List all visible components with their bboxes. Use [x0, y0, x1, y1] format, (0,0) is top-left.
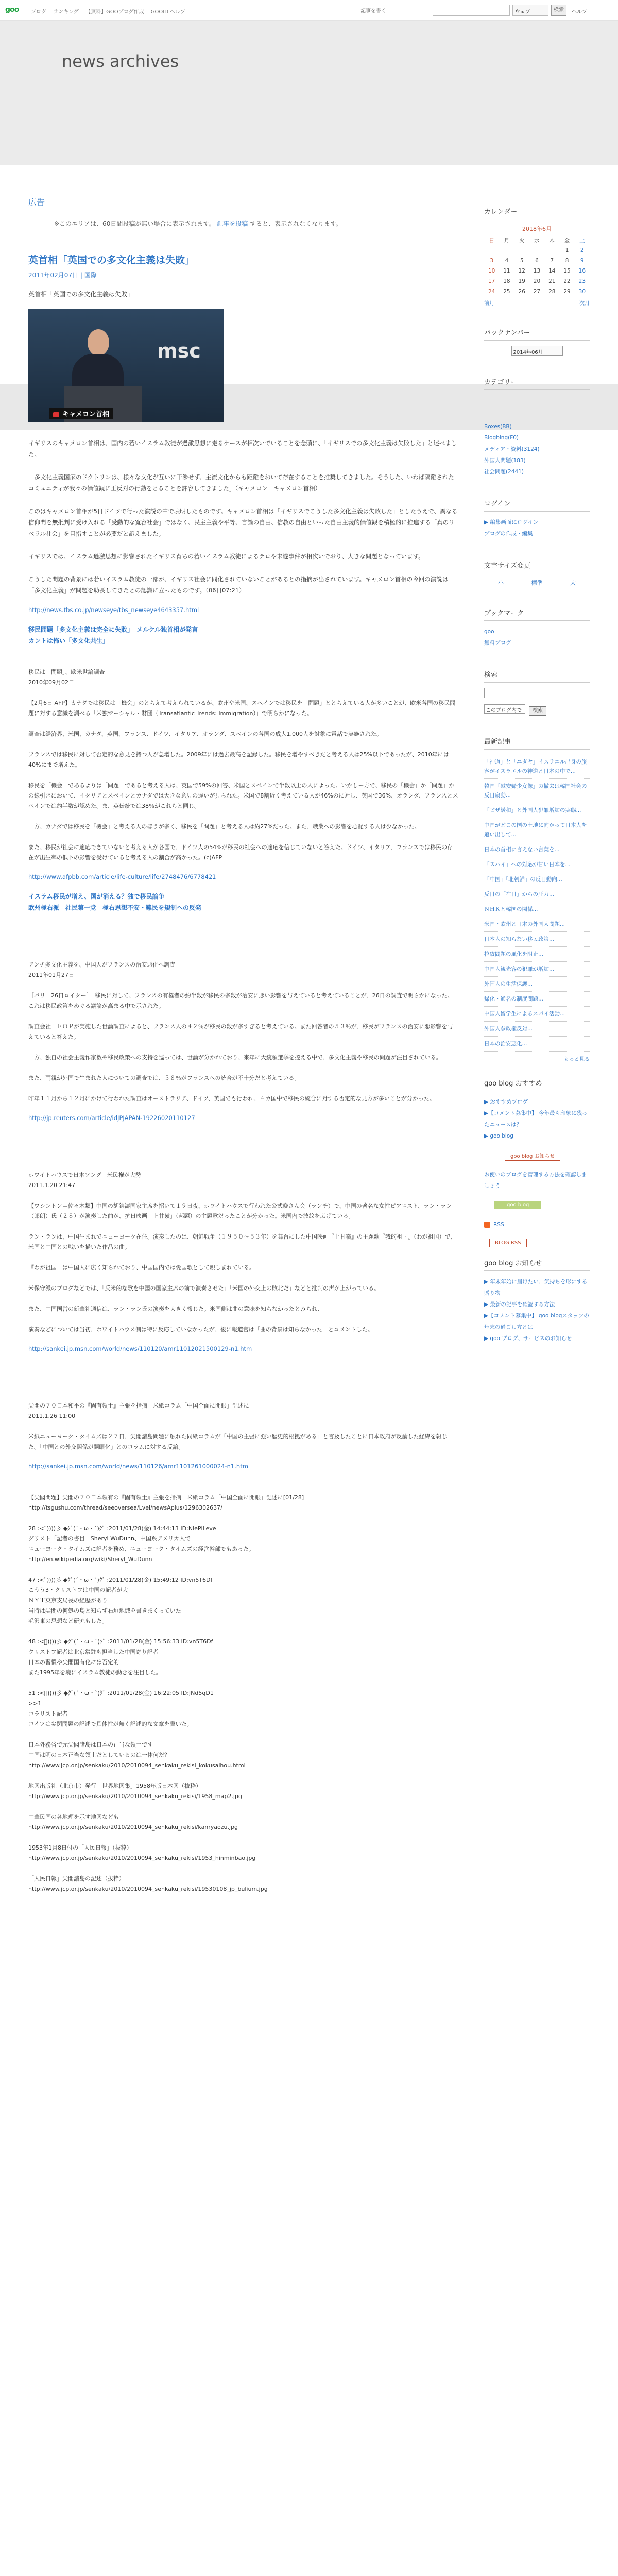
calendar-day — [514, 245, 529, 256]
bookmark-free-blog[interactable]: 無料ブログ — [484, 640, 511, 646]
search-heading: 検索 — [484, 669, 590, 683]
main-column — [28, 196, 458, 1903]
sidebar-search — [484, 688, 590, 716]
weekday: 月 — [504, 237, 510, 244]
source-link-3[interactable]: http://jp.reuters.com/article/idJPJAPAN-19226020110127 — [28, 1114, 195, 1122]
blog-create-link[interactable]: ブログの作成・編集 — [484, 531, 533, 537]
reco-list — [484, 1096, 590, 1142]
calendar-day: 9 — [580, 258, 584, 264]
calendar-day: 12 — [518, 268, 525, 274]
post-body-4: ホワイトハウスで日本ソング 米民権が大勢 2011.1.20 21:47 【ワシントン＝佐々木類】中国の胡錦濤国家主席を招いて１９日夜、ホワイトハウスで行われた公式晩さん会（ランチ）で、中国の著名な女性ピアニスト、ラン・ラン（郎朗）氏（２８）が演奏した曲が、抗日映画「上甘嶺」（邦題）の主題歌だったことが分かった。米国内で波紋を広げている。 ラン・ランは、中国生まれでニューヨーク在住。演奏したのは、朝鮮戦争（１９５０〜５３年）を舞台にした中国映画『上甘嶺』の主題歌『我的祖国』（わが祖国）で、米国と中国との戦いを描いた作品の曲。 『わが祖国』は中国人に広く知られており、中国国内では愛国歌として親しまれている。 米保守派のブログなどでは、「反米的な歌を中国の国家主席の前で演奏させた」「米国の外交上の敗北だ」などと批判の声が上がっている。 また、中国国営の新華社通信は、ラン・ラン氏の演奏を大きく報じた。米国側は曲の意味を知らなかったとみられ、 演奏などについては当初、ホワイトハウス側は特に反応していなかったが、後に報道官は「曲の背景は知らなかった」とコメントした。 — [28, 1172, 456, 1333]
calendar-day: 25 — [503, 289, 510, 295]
calendar-week — [484, 256, 590, 266]
post-body-5: 尖閣の７０日本和平の『固有領土』主張を指摘 米紙コラム「中国全面に開眼」記述に 2011.1.26 11:00 米紙ニューヨーク・タイムズは２７日、尖閣諸島問題に触れた同紙コラムが「中国の主張に強い歴史的根拠がある」と言及したことに日本政府が反論した経緯を報じた。「中国との外交関係が開眼化」とのコラムに対する反論。 — [28, 1402, 448, 1450]
ad-notice — [54, 219, 458, 228]
recent-item[interactable]: 日本の治安悪化... — [484, 1037, 590, 1052]
related-link-3[interactable]: イスラム移民が増え、国が消える？独で移民論争 — [28, 893, 165, 900]
login-list — [484, 517, 590, 539]
related-link-4[interactable]: 欧州極右派 社民第一党 極右思想不安・難民を規制への反発 — [28, 904, 202, 911]
sidebar-search-scope[interactable]: このブログ内で — [484, 704, 525, 714]
calendar-day: 21 — [548, 278, 556, 284]
post-body-2: 移民は「問題」、欧米世論調査 2010年09月02日 【2月6日 AFP】カナダでは移民は「機会」のとらえて考えられているが、欧州や米国、スペインでは移民を「問題」ととらえている人が多いことが、欧米各国の移民問題に対する意識を調べる「米独マーシャル・財団（Transatlantic Trends: Immigration）」で明らかになった。 調査は経済界、米国、カナダ、英国、フランス、ドイツ、イタリア、オランダ、スペインの各国の成人1,000人を対象に電話で実施された。 フランスでは移民に対して否定的な意見を持つ人が急増した。2009年には過去最高を記録した。移民を増やすべきだと考える人は25%以下であったが、2010年には40%にまで増えた。 移民を「機会」であるよりは「問題」であると考える人は、英国で59%の回答、米国とスペインで半数以上の人によった。いかしー方で、移民の「機会」か「問題」かの線引きにおいて、イタリアとスペインとカナダでは大きな意見の違いが見られた。米国で8割近く考えている人が46%のに対し、英国で36%、オランダ、フランスとスペインでは約半数が認めた。ま、英伝統では38％がこれらと同じ。 一方、カナダでは移民を「機会」と考える人のほうが多く、移民を「問題」と考える人は約27%だった。また、職業への影響を心配する人は少なかった。 また、移民が社会に適応できていないと考える人が各国で、ドイツ人の54%が移民の社会への適応を信じていないと答えた。ドイツ、イタリア、フランスでは移民の存在が出生率の低下の影響を受けていると考える人の割合が高かった。(c)AFP — [28, 669, 458, 861]
recent-more-link[interactable]: もっと見る — [564, 1057, 590, 1062]
post-body-3: アンチ多文化主義を、中国人がフランスの治安悪化へ調査 2011年01月27日 ［パリ 26日ロイター］ 移民に対して、フランスの有権者の約半数が移民の多数が治安に悪い影響を与えていると考えていることが、26日の調査で明らかになった。これは移民政策をめぐる議論が高まる中で示された。 調査会社ＩＦＯＰが実施した世論調査によると、フランス人の４２％が移民の数が多すぎると考えている。また回答者の５３％が、移民がフランスの治安に悪影響を与えていると答えた。 一方、独自の社会主義作家数や移民政策への支持を巡っては、世論が分かれており、来年に大統領選挙を控える中で、多文化主義や移民の問題が注目されている。 また、両親が外国で生まれた人についての調査では、５８％がフランスへの統合が不十分だと考えている。 昨年１１月から１２月にかけて行われた調査はオーストラリア、ドイツ、英国でも行われ、４カ国中で移民の統合に対する否定的な見方が多いことが分かった。 — [28, 961, 453, 1102]
weekday: 火 — [519, 237, 525, 244]
recent-item[interactable]: 中国がどこの国の土地に向かって日本人を追い出して... — [484, 818, 590, 842]
reco-heading: goo blog おすすめ — [484, 1078, 590, 1091]
ad-title: 広告 — [28, 197, 45, 207]
recent-item[interactable]: 外国人参政権反対... — [484, 1022, 590, 1037]
category-item[interactable]: 外国人問題(183) — [484, 457, 526, 464]
related-link-2[interactable]: カントは怖い「多文化共生」 — [28, 637, 109, 645]
calendar-day: 4 — [505, 258, 509, 264]
recent-item[interactable]: 韓国「慰安婦少女像」の撤去は韓国社会の反日扇動... — [484, 779, 590, 803]
recent-item[interactable]: 拉致問題の風化を阻止... — [484, 947, 590, 962]
top-link-create[interactable]: 【無料】GOOブログ作成 — [85, 9, 144, 15]
goo-logo[interactable]: goo — [5, 6, 19, 14]
fontsize-heading: 文字サイズ変更 — [484, 560, 590, 573]
calendar-day: 23 — [578, 278, 586, 284]
calendar-day: 24 — [488, 289, 495, 295]
reco-text[interactable]: お使いのブログを管理する方法を確認しましょう — [484, 1172, 587, 1189]
write-post-link[interactable]: 記事を書く — [360, 8, 386, 14]
weekday: 木 — [549, 237, 555, 244]
recent-item[interactable]: 「中国」「北朝鮮」の反日動向... — [484, 872, 590, 887]
top-toolbar — [0, 0, 618, 21]
news-item[interactable]: ▶ 最新の記事を確認する方法 — [484, 1301, 555, 1308]
calendar-day: 11 — [503, 268, 510, 274]
post-article-link[interactable]: 記事を投稿 — [217, 220, 248, 227]
calendar-day: 22 — [563, 278, 571, 284]
post-date[interactable]: 2011年02月07日 | 国際 — [28, 272, 97, 279]
recent-item[interactable]: 日本の首相に言えない言葉を... — [484, 842, 590, 857]
source-link-1[interactable]: http://news.tbs.co.jp/newseye/tbs_newseye4643357.html — [28, 606, 199, 614]
goo-blog-badge[interactable]: goo blog お知らせ — [505, 1150, 560, 1161]
fontsize-controls — [484, 579, 590, 587]
top-search-input[interactable] — [433, 5, 510, 16]
reco-item[interactable]: ▶ goo blog — [484, 1133, 513, 1139]
help-link[interactable]: ヘルプ — [572, 9, 587, 15]
top-link-ranking[interactable]: ランキング — [53, 9, 79, 15]
calendar-week — [484, 276, 590, 286]
recent-list — [484, 755, 590, 1052]
post-subtitle: 英首相「英国での多文化主義は失敗」 — [28, 291, 134, 298]
category-item[interactable]: 社会問題(2441) — [484, 469, 524, 475]
calendar-day: 14 — [548, 268, 556, 274]
calendar-week — [484, 266, 590, 276]
top-search-button[interactable]: 検索 — [551, 5, 566, 16]
bookmark-heading: ブックマーク — [484, 607, 590, 621]
calendar-prev-link[interactable]: 前月 — [484, 301, 494, 307]
calendar-day — [544, 245, 559, 256]
reco-item[interactable]: ▶ おすすめブログ — [484, 1099, 528, 1105]
category-item[interactable]: メディア・資料(3124) — [484, 446, 540, 452]
recent-item[interactable]: 反日の「在日」からの圧力... — [484, 887, 590, 902]
calendar-week — [484, 245, 590, 256]
post-body-1: イギリスのキャメロン首相は、国内の若いイスラム教徒が過激思想に走るケースが相次いでいることを念頭に、「イギリスでの多文化主義は失敗した」と述べました。 「多文化主義国家のドクトリンは、様々な文化が互いに干渉せず、主流文化からも距離をおいて存在することを推奨してきました。そうした、いわば隔離されたコミュニティが我々の価値観に正反対の行動をとることを許容してきました」（キャメロン キャメロン首相） このはキャメロン首相が5日ドイツで行った演説の中で表明したものです。キャメロン首相は「イギリスでこうした多文化主義は失敗した」としたうえで、異なる信仰間を無批判に受け入れる「受動的な寛容社会」ではなく、民主主義や平等、言論の自由、信教の自由といった自由主義的価値観を積極的に推進する「真のリベラル社会」を目指すことが必要だと訴えました。 イギリスでは、イスラム過激思想に影響されたイギリス育ちの若いイスラム教徒によるテロや未遂事件が相次いでおり、大きな問題となっています。 こうした問題の背景には若いイスラム教徒の一部が、イギリス社会に同化されていないことがあるとの指摘が出されています。キャメロン首相の今回の演説は「多文化主義」が問題を助長してきたとの認識に立ったものです。（06日07:21） — [28, 439, 458, 594]
weekday: 日 — [489, 237, 494, 244]
related-link-1[interactable]: 移民問題「多文化主義は完全に失敗」 メルケル独首相が発言 — [28, 626, 198, 633]
weekday: 土 — [579, 237, 585, 244]
calendar-day: 30 — [578, 289, 586, 295]
sidebar — [484, 206, 590, 1349]
calendar-day: 27 — [533, 289, 541, 295]
fontsize-normal-button[interactable]: 標準 — [531, 580, 543, 586]
recent-item[interactable]: 「神道」と「ユダヤ」イスラエル出身の旅客がイスラエルの神道と日本の中で... — [484, 755, 590, 779]
news-list — [484, 1276, 590, 1344]
blog-rss-badge[interactable]: BLOG RSS — [489, 1239, 527, 1247]
post-body-6: 【尖閣問題】尖閣の７０日本領有の『固有領土』主張を指摘 米紙コラム「中国全面に開眼」記述に[01/28] http://tsgushu.com/thread/seeoversea/Lvel/newsAplus/1296302637/ 28 :<ﾟ))))彡 ◆ｸﾞ(´・ω・`)ｸﾞ :2011/01/28(金) 14:44:13 ID:NiePlLeve グリスト「記者の書目」Sheryl WuDunn、中国系アメリカ人で ニューヨーク・タイムズに記者を務め、ニューヨーク・タイムズの経営幹部でもあった。 http://en.wikipedia.org/wiki/Sheryl_WuDunn 47 :<ﾟ))))彡 ◆ｸﾞ(´・ω・`)ｸﾞ :2011/01/28(金) 15:49:12 ID:vn5T6Df こうう3・クリストフは中国の記者が大 ＮＹＴ東京支局長の経歴があり 当時は尖閣の何処の島と知らず石垣地域を書きまくっていた 毛沢東の思想など研究もした。 48 :<ﾟ))))彡 ◆ｸﾞ(´・ω・`)ｸﾞ :2011/01/28(金) 15:56:33 ID:vn5T6Df クリストフ記者は北京常駐も担当した中国寄り記者 日本の習慣や尖閣国有化には否定的 また1995年を境にイスラム教徒の動きを注目した。 51 :<ﾟ))))彡 ◆ｸﾞ(´・ω・`)ｸﾞ :2011/01/28(金) 16:22:05 ID:JNd5qD1 >>1 コラリスト記者 コイツは尖閣問題の記述で具体性が無く記述的な文章を書いた。 日本外務省で元尖閣諸島は日本の正当な領土です 中国は明の日本正当な領土だとしているのは一体何だ？ http://www.jcp.or.jp/senkaku/2010/2010094_senkaku_rekisi_kokusaihou.html 地図出版社（北京市）発行「世界地図集」1958年版日本図（抜粋） http://www.jcp.or.jp/senkaku/2010/2010094_senkaku_rekisi/1958_map2.jpg 中華民国の各地理を示す地図なども http://www.jcp.or.jp/senkaku/2010/2010094_senkaku_rekisi/kanryaozu.jpg 1953年1月8日付の「人民日報」（抜粋） http://www.jcp.or.jp/senkaku/2010/2010094_senkaku_rekisi/1953_hinminbao.jpg 「人民日報」尖閣諸島の記述（抜粋） http://www.jcp.or.jp/senkaku/2010/2010094_senkaku_rekisi/19530108_jp_bulium.jpg — [28, 1494, 304, 1892]
news-item[interactable]: ▶ goo ブログ、サービスのお知らせ — [484, 1335, 572, 1342]
recent-item[interactable]: 「スパイ」への対応が甘い日本を... — [484, 857, 590, 872]
ad-notice-after: すると、表示されなくなります。 — [250, 220, 342, 227]
camera-icon — [53, 412, 59, 417]
calendar-heading: カレンダー — [484, 206, 590, 219]
news-heading: goo blog お知らせ — [484, 1258, 590, 1271]
bookmark-list — [484, 626, 590, 649]
post-photo — [28, 309, 224, 422]
calendar-day: 6 — [535, 258, 539, 264]
blog-title[interactable]: news archives — [62, 52, 179, 71]
post-title[interactable]: 英首相「英国での多文化主義は失敗」 — [28, 255, 195, 266]
rss-icon[interactable] — [484, 1222, 490, 1228]
recent-item[interactable]: 中国人観光客の犯罪が増加... — [484, 962, 590, 977]
login-link[interactable]: ▶ 編集画面にログイン — [484, 519, 539, 526]
calendar-day: 26 — [518, 289, 525, 295]
login-heading: ログイン — [484, 498, 590, 512]
recent-item[interactable]: 中国人留学生によるスパイ活動... — [484, 1007, 590, 1022]
backnumber-heading: バックナンバー — [484, 327, 590, 341]
category-item[interactable]: Boxes(BB) — [484, 423, 512, 430]
calendar-day — [499, 245, 514, 256]
fontsize-large-button[interactable]: 大 — [570, 580, 576, 586]
source-link-2[interactable]: http://www.afpbb.com/article/life-culture/life/2748476/6778421 — [28, 873, 216, 880]
calendar-day: 13 — [533, 268, 541, 274]
photo-caption — [49, 408, 113, 419]
calendar-day: 5 — [520, 258, 524, 264]
sidebar-search-button[interactable]: 検索 — [529, 706, 546, 716]
recent-item[interactable]: ＮＨＫと韓国の関係... — [484, 902, 590, 917]
speaker-head — [88, 329, 109, 356]
recent-item[interactable]: 帰化・通名の制度問題... — [484, 992, 590, 1007]
top-link-blog[interactable]: ブログ — [31, 9, 46, 15]
recent-item[interactable]: 「ビザ緩和」と外国人犯罪増加の実態... — [484, 803, 590, 818]
calendar-day: 15 — [563, 268, 571, 274]
recent-heading: 最新記事 — [484, 736, 590, 750]
calendar-next-link[interactable]: 次月 — [579, 301, 590, 307]
calendar-day: 20 — [533, 278, 541, 284]
top-links — [31, 7, 191, 15]
top-link-help[interactable]: GOOID ヘルプ — [150, 9, 186, 15]
calendar-day — [529, 245, 544, 256]
calendar-day: 7 — [550, 258, 554, 264]
calendar-day — [484, 245, 499, 256]
category-item[interactable]: Blogbing(F0) — [484, 435, 519, 441]
reco-item[interactable]: ▶【コメント募集中】 今年最も印象に残ったニュースは？ — [484, 1110, 588, 1128]
recent-item[interactable]: 米国・欧州と日本の外国人問題... — [484, 917, 590, 932]
calendar-day: 28 — [548, 289, 556, 295]
rss-label[interactable]: RSS — [493, 1222, 504, 1228]
top-search-select[interactable]: ウェブ — [512, 5, 548, 16]
category-heading: カテゴリー — [484, 377, 590, 390]
sidebar-search-row — [484, 688, 590, 701]
news-item[interactable]: ▶ 年末年始に届けたい、気持ちを形にする贈り物 — [484, 1279, 588, 1296]
backnumber-select[interactable]: 2014年06月 — [511, 346, 563, 356]
blog-header — [0, 21, 618, 165]
category-list — [484, 421, 590, 478]
calendar-day: 29 — [563, 289, 571, 295]
recent-item[interactable]: 外国人の生活保護... — [484, 977, 590, 992]
calendar-weekdays — [484, 235, 590, 245]
recent-item[interactable]: 日本人の知らない移民政策... — [484, 932, 590, 947]
sidebar-search-input[interactable] — [484, 688, 587, 698]
calendar-month: 2018年6月 — [522, 226, 552, 232]
calendar-day: 2 — [580, 247, 584, 253]
calendar-day: 10 — [488, 268, 495, 274]
bookmark-goo[interactable]: goo — [484, 629, 494, 635]
calendar-day: 1 — [565, 247, 569, 253]
calendar-day: 18 — [503, 278, 510, 284]
ad-notice-before: ※このエリアは、60日間投稿が無い場合に表示されます。 — [54, 220, 215, 227]
weekday: 水 — [534, 237, 540, 244]
weekday: 金 — [564, 237, 570, 244]
fontsize-small-button[interactable]: 小 — [497, 580, 504, 586]
goo-blog-banner[interactable]: goo blog — [494, 1201, 541, 1209]
calendar-table — [484, 235, 590, 297]
calendar-nav — [484, 299, 590, 307]
rss-row — [484, 1219, 590, 1230]
calendar-week — [484, 286, 590, 297]
msc-logo: msc — [157, 340, 201, 362]
news-item[interactable]: ▶【コメント募集中】 goo blogスタッフの年末の過ごし方とは — [484, 1313, 589, 1330]
calendar-day: 3 — [490, 258, 493, 264]
calendar-day: 17 — [488, 278, 495, 284]
calendar-day: 16 — [578, 268, 586, 274]
calendar-day: 19 — [518, 278, 525, 284]
source-link-4[interactable]: http://sankei.jp.msn.com/world/news/110120/amr11012021500129-n1.htm — [28, 1345, 252, 1352]
photo-caption-text: キャメロン首相 — [62, 411, 110, 418]
source-link-5[interactable]: http://sankei.jp.msn.com/world/news/110126/amr1101261000024-n1.htm — [28, 1463, 248, 1470]
calendar-day: 8 — [565, 258, 569, 264]
